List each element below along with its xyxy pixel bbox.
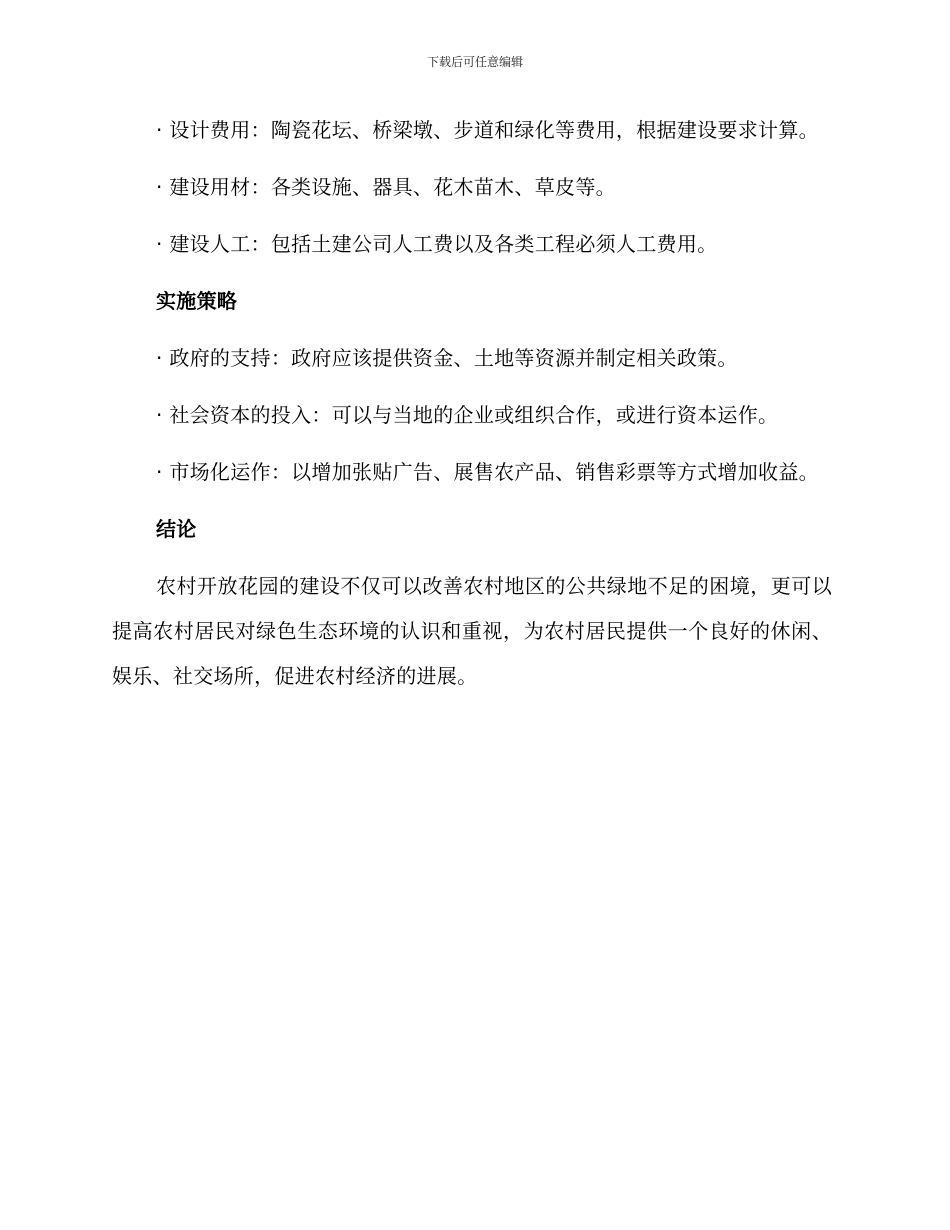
section-heading-conclusion: 结论 bbox=[156, 517, 197, 541]
conclusion-paragraph: 农村开放花园的建设不仅可以改善农村地区的公共绿地不足的困境，更可以提高农村居民对绿色生态环境的认识和重视，为农村居民提供一个良好的休闲、娱乐、社交场所，促进农村经济的进展。 bbox=[112, 574, 832, 688]
bullet-design-cost: · 设计费用：陶瓷花坛、桥梁墩、步道和绿化等费用，根据建设要求计算。 bbox=[156, 118, 819, 142]
document-body bbox=[112, 108, 832, 711]
bullet-materials: · 建设用材：各类设施、器具、花木苗木、草皮等。 bbox=[156, 175, 616, 199]
bullet-government-support: · 政府的支持：政府应该提供资金、土地等资源并制定相关政策。 bbox=[156, 346, 738, 370]
page-header-note: 下载后可任意编辑 bbox=[426, 55, 523, 69]
bullet-labor: · 建设人工：包括土建公司人工费以及各类工程必须人工费用。 bbox=[156, 232, 718, 256]
bullet-market-operation: · 市场化运作：以增加张贴广告、展售农产品、销售彩票等方式增加收益。 bbox=[156, 460, 819, 484]
bullet-social-capital: · 社会资本的投入：可以与当地的企业或组织合作，或进行资本运作。 bbox=[156, 403, 779, 427]
section-heading-strategy: 实施策略 bbox=[156, 289, 238, 313]
